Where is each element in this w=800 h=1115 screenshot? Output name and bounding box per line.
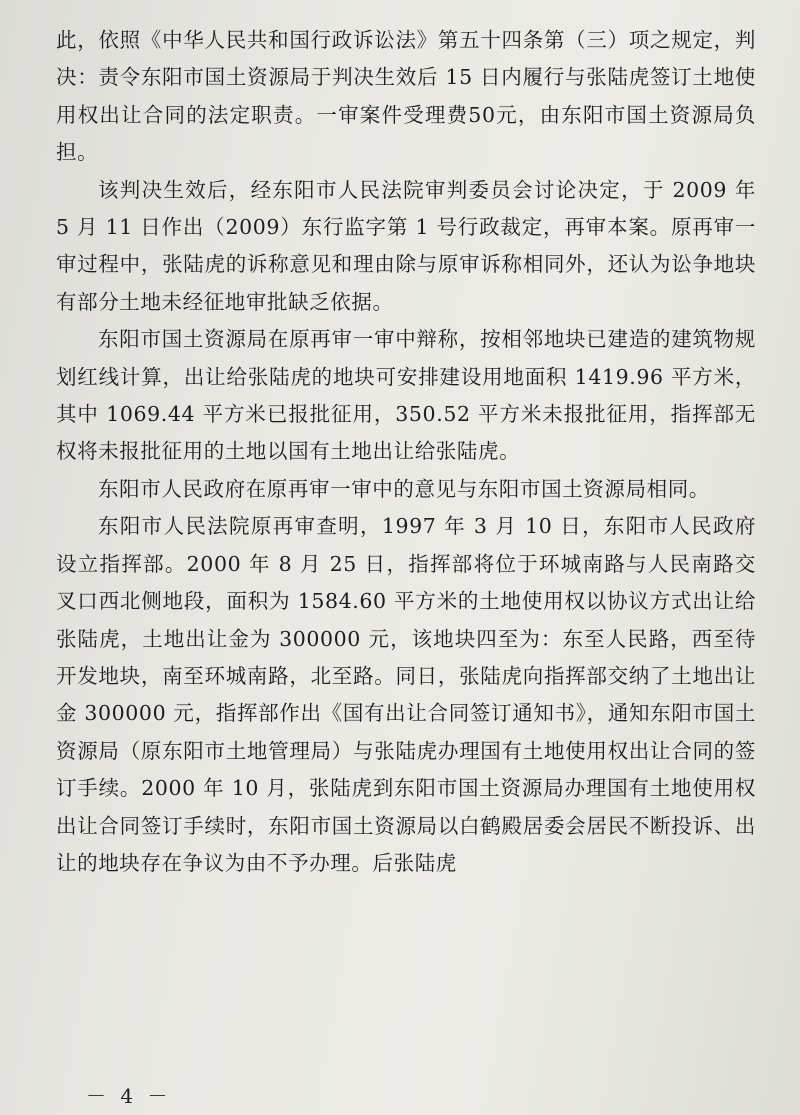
paragraph-1: 此，依照《中华人民共和国行政诉讼法》第五十四条第（三）项之规定，判决：责令东阳市国土资源局于判决生效后 15 日内履行与张陆虎签订土地使用权出让合同的法定职责。一审案件受理费50元，由东阳市国土资源局负担。 (56, 28, 756, 165)
paragraph-5: 东阳市人民法院原再审查明，1997 年 3 月 10 日，东阳市人民政府设立指挥部。2000 年 8 月 25 日，指挥部将位于环城南路与人民南路交叉口西北侧地段，面积为 1584.60 平方米的土地使用权以协议方式出让给张陆虎，土地出让金为 300000 元，该地块四至为：东至人民路，西至待开发地块，南至环城南路，北至路。同日，张陆虎向指挥部交纳了土地出让金 300000 元，指挥部作出《国有出让合同签订通知书》，通知东阳市国土资源局（原东阳市土地管理局）与张陆虎办理国有土地使用权出让合同的签订手续。2000 年 10 月，张陆虎到东阳市国土资源局办理国有土地使用权出让合同签订手续时，东阳市国土资源局以白鹤殿居委会居民不断投诉、出让的地块存在争议为由不予办理。后张陆虎 (56, 514, 756, 875)
paragraph-3: 东阳市国土资源局在原再审一审中辩称，按相邻地块已建造的建筑物规划红线计算，出让给张陆虎的地块可安排建设用地面积 1419.96 平方米，其中 1069.44 平方米已报批征用，350.52 平方米未报批征用，指挥部无权将未报批征用的土地以国有土地出让给张陆虎。 (56, 327, 756, 464)
paragraph-2: 该判决生效后，经东阳市人民法院审判委员会讨论决定，于 2009 年 5 月 11 日作出（2009）东行监字第 1 号行政裁定，再审本案。原再审一审过程中，张陆虎的诉称意见和理由除与原审诉称相同外，还认为讼争地块有部分土地未经征地审批缺乏依据。 (56, 177, 756, 314)
paragraph-4: 东阳市人民政府在原再审一审中的意见与东阳市国土资源局相同。 (98, 476, 710, 501)
page-number: － 4 － (86, 1084, 172, 1108)
body-text (56, 22, 756, 882)
